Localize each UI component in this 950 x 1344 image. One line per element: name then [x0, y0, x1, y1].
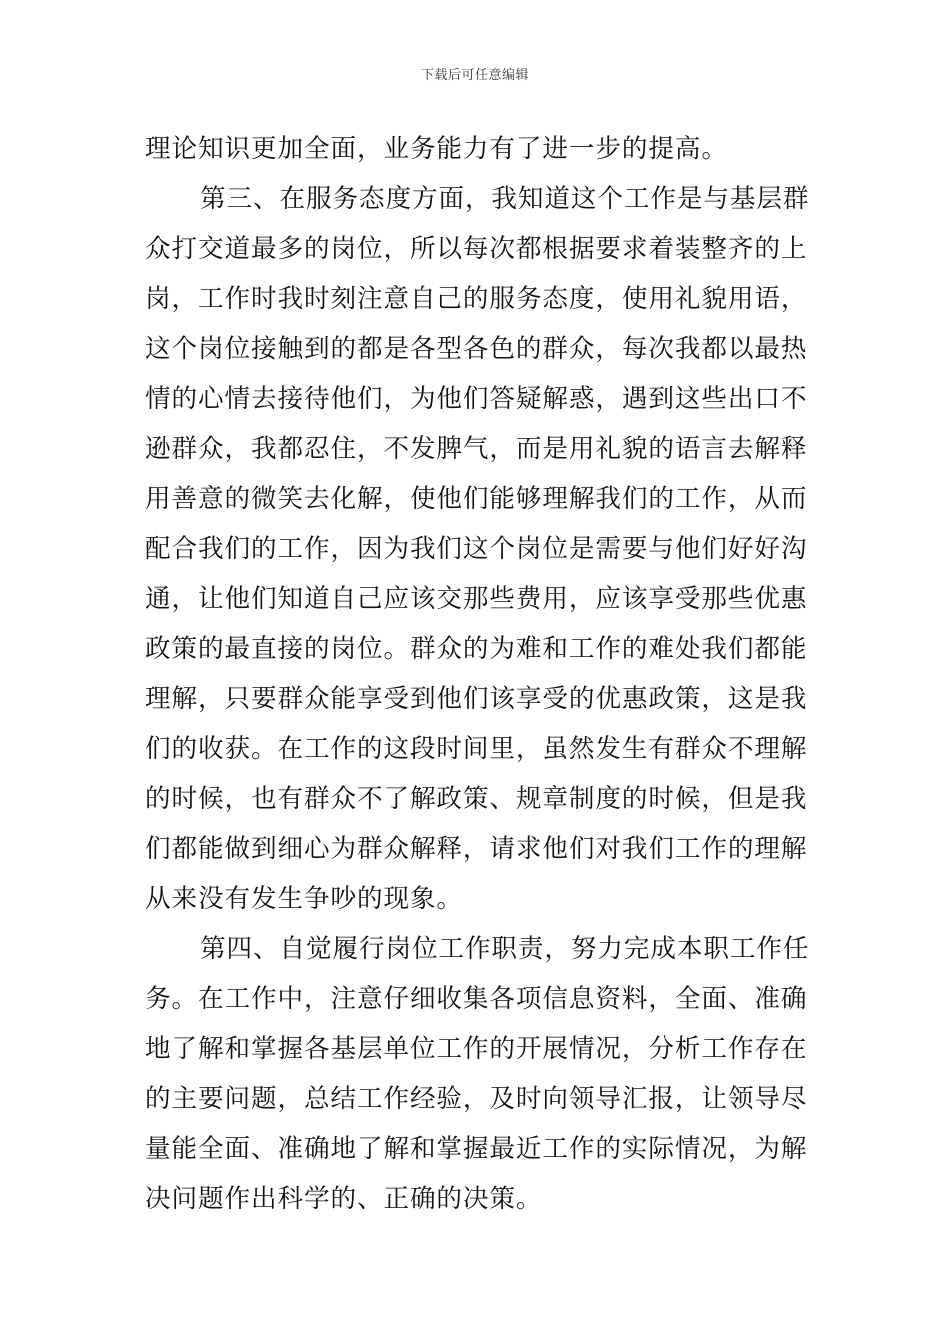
paragraph-start-line: 第四、自觉履行岗位工作职责，努力完成本职工作任: [200, 934, 810, 964]
text-line: 政策的最直接的岗位。群众的为难和工作的难处我们都能: [145, 634, 808, 664]
text-line: 理解，只要群众能享受到他们该享受的优惠政策，这是我: [145, 684, 808, 714]
document-body: [145, 124, 810, 1224]
text-line: 众打交道最多的岗位，所以每次都根据要求着装整齐的上: [145, 234, 808, 264]
text-line: 务。在工作中，注意仔细收集各项信息资料，全面、准确: [145, 984, 808, 1014]
text-line: 通，让他们知道自己应该交那些费用，应该享受那些优惠: [145, 584, 808, 614]
page-header: 下载后可任意编辑: [420, 68, 529, 83]
text-line: 用善意的微笑去化解，使他们能够理解我们的工作，从而: [145, 484, 808, 514]
text-line: 情的心情去接待他们，为他们答疑解惑，遇到这些出口不: [145, 384, 808, 414]
text-line: 逊群众，我都忍住，不发脾气，而是用礼貌的语言去解释: [145, 434, 808, 464]
text-line: 地了解和掌握各基层单位工作的开展情况，分析工作存在: [145, 1034, 808, 1064]
text-line: 决问题作出科学的、正确的决策。: [145, 1184, 543, 1214]
text-line: 的主要问题，总结工作经验，及时向领导汇报，让领导尽: [145, 1084, 808, 1114]
text-line: 们都能做到细心为群众解释，请求他们对我们工作的理解: [145, 834, 808, 864]
text-line: 从来没有发生争吵的现象。: [145, 884, 463, 914]
text-line: 理论知识更加全面，业务能力有了进一步的提高。: [145, 134, 728, 164]
text-line: 们的收获。在工作的这段时间里，虽然发生有群众不理解: [145, 734, 808, 764]
text-line: 这个岗位接触到的都是各型各色的群众，每次我都以最热: [145, 334, 808, 364]
text-line: 岗，工作时我时刻注意自己的服务态度，使用礼貌用语，: [145, 284, 808, 314]
text-line: 配合我们的工作，因为我们这个岗位是需要与他们好好沟: [145, 534, 808, 564]
text-line: 的时候，也有群众不了解政策、规章制度的时候，但是我: [145, 784, 808, 814]
paragraph-start-line: 第三、在服务态度方面，我知道这个工作是与基层群: [200, 184, 810, 214]
text-line: 量能全面、准确地了解和掌握最近工作的实际情况，为解: [145, 1134, 808, 1164]
